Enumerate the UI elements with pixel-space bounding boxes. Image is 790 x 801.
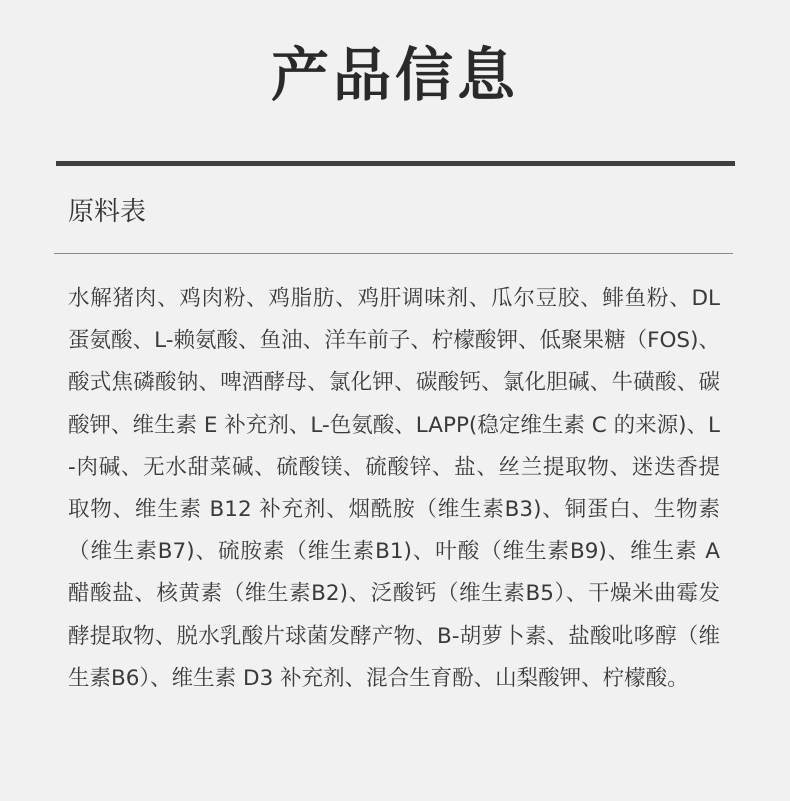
ingredients-heading: 原料表 xyxy=(68,197,147,227)
ingredients-list-text: 水解猪肉、鸡肉粉、鸡脂肪、鸡肝调味剂、瓜尔豆胶、鲱鱼粉、DL 蛋氨酸、L-赖氨酸、鱼油、洋车前子、柠檬酸钾、低聚果糖（FOS)、酸式焦磷酸钠、啤酒酵母、氯化钾、碳酸钙、氯化胆碱、牛磺酸、碳酸钾、维生素 E 补充剂、L-色氨酸、LAPP(稳定维生素 C 的来源)、L-肉碱、无水甜菜碱、硫酸镁、硫酸锌、盐、丝兰提取物、迷迭香提取物、维生素 B12 补充剂、烟酰胺（维生素B3)、铜蛋白、生物素（维生素B7)、硫胺素（维生素B1)、叶酸（维生素B9)、维生素 A 醋酸盐、核黄素（维生素B2)、泛酸钙（维生素B5）、干燥米曲霉发酵提取物、脱水乳酸片球菌发酵产物、B-胡萝卜素、盐酸吡哆醇（维生素B6）、维生素 D3 补充剂、混合生育酚、山梨酸钾、柠檬酸。 xyxy=(68,286,720,691)
ingredients-divider xyxy=(54,253,733,254)
title-divider xyxy=(56,161,735,166)
page-title: 产品信息 xyxy=(270,41,519,109)
